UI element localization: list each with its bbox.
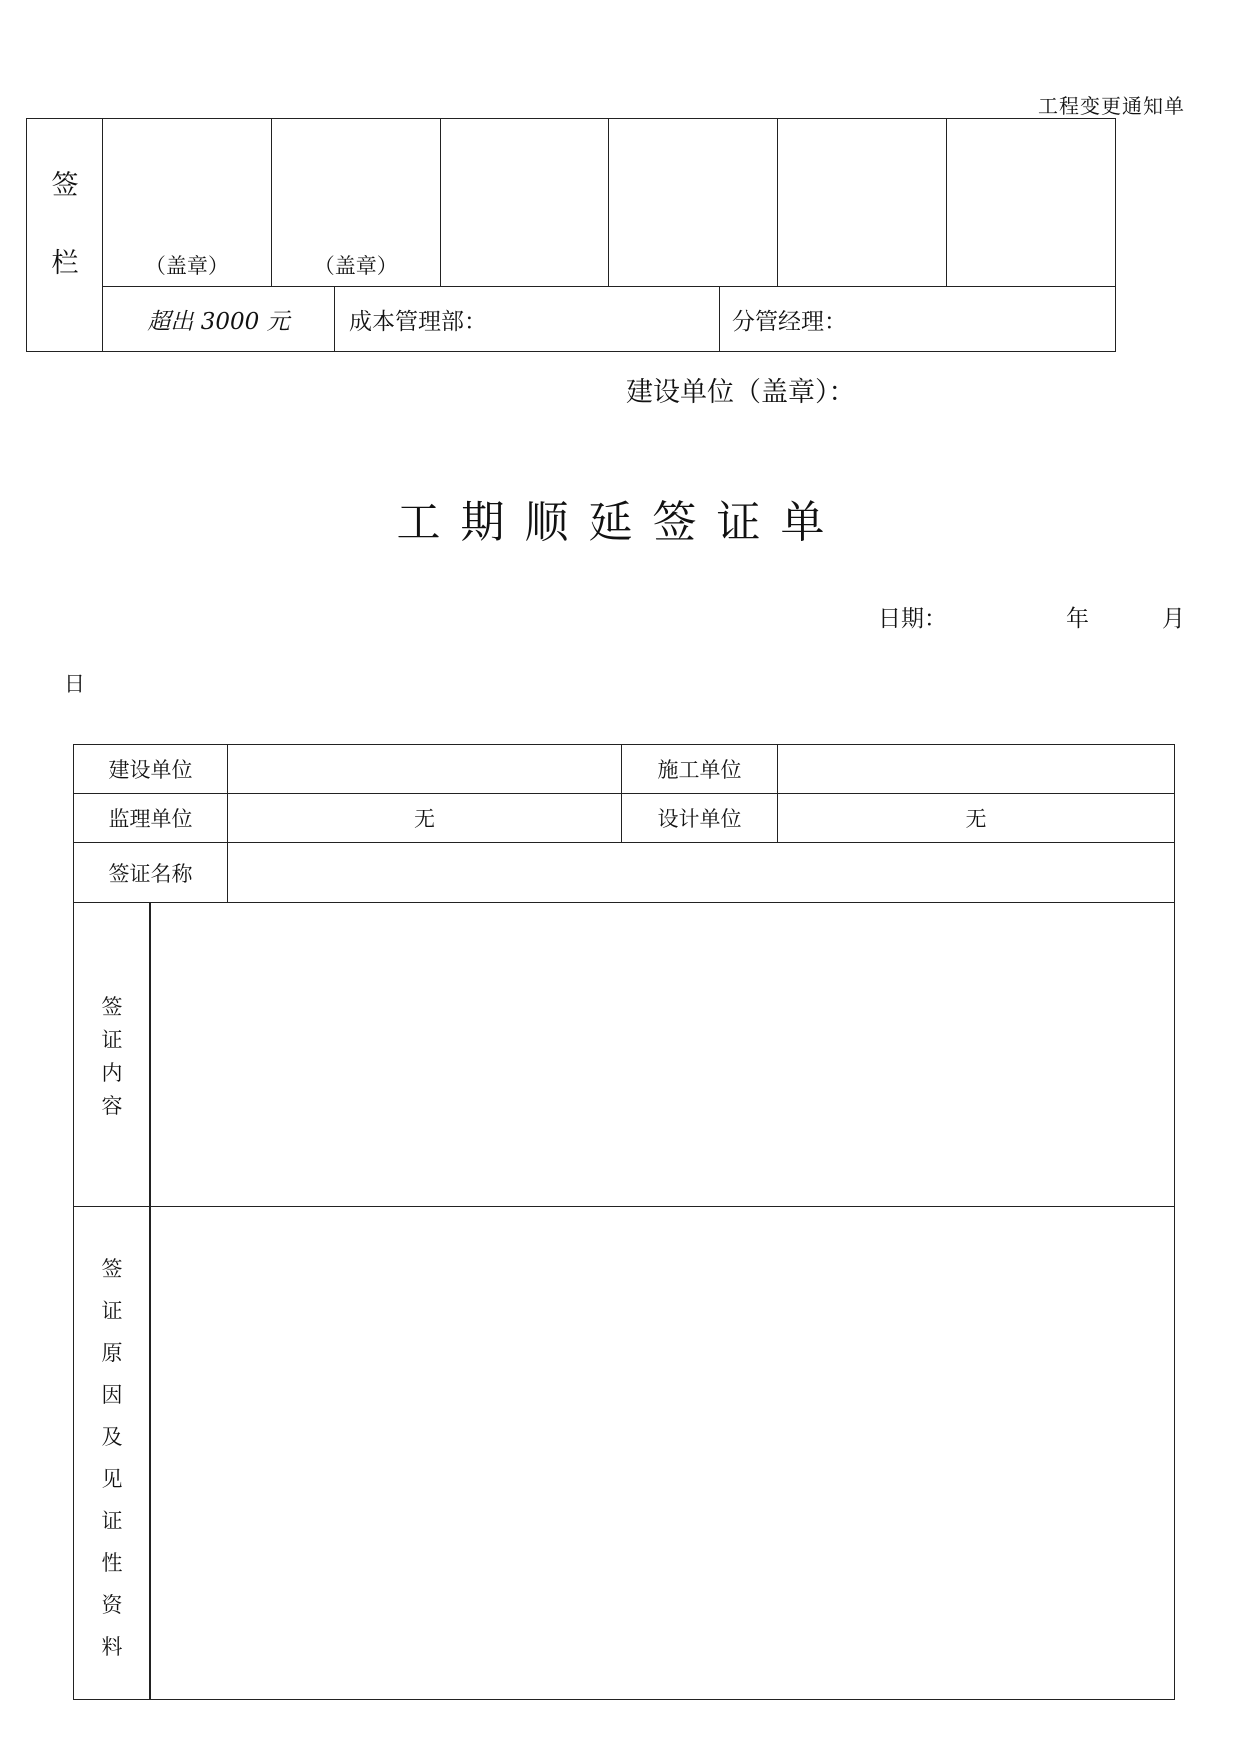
date-month: 月: [1162, 606, 1185, 632]
approval-row: [103, 287, 1115, 351]
seal-text: （盖章）: [313, 254, 398, 278]
document-name: 工程变更通知单: [1038, 94, 1185, 118]
reason-label-char: 资: [101, 1593, 123, 1617]
signature-cell[interactable]: [778, 119, 947, 286]
owner-seal-line: 建设单位（盖章）：: [626, 377, 856, 408]
signoff-label-column: [27, 119, 103, 351]
owner-field[interactable]: [228, 745, 622, 793]
reason-label-char: 原: [101, 1341, 123, 1365]
form-row-content: [74, 903, 1174, 1207]
cost-dept-field[interactable]: 成本管理部：: [335, 287, 720, 351]
supervisor-field[interactable]: 无: [228, 794, 622, 842]
form-row-owner: [74, 745, 1174, 794]
content-label-char: 证: [101, 1028, 123, 1052]
form-row-reason: [74, 1207, 1174, 1699]
reason-label-char: 因: [101, 1383, 123, 1407]
reason-label-char: 料: [101, 1635, 123, 1659]
reason-field[interactable]: [151, 1207, 1174, 1699]
contractor-field[interactable]: [778, 745, 1174, 793]
reason-label-char: 证: [101, 1299, 123, 1323]
seal-text: （盖章）: [144, 254, 229, 278]
visa-name-label: 签证名称: [74, 843, 228, 902]
content-label-char: 签: [101, 995, 123, 1019]
designer-label: 设计单位: [622, 794, 778, 842]
form-row-visa-name: [74, 843, 1174, 903]
content-label-column: [74, 903, 151, 1206]
manager-field[interactable]: 分管经理：: [732, 308, 847, 335]
signoff-label-char: 栏: [51, 248, 79, 279]
signoff-table: [26, 118, 1116, 352]
reason-label-char: 见: [101, 1467, 123, 1491]
date-day: 日: [64, 672, 85, 696]
supervisor-label: 监理单位: [74, 794, 228, 842]
content-field[interactable]: [151, 903, 1174, 1206]
signature-cell[interactable]: [947, 119, 1115, 286]
signature-cells: [103, 119, 1115, 287]
date-year: 年: [1066, 606, 1089, 632]
signature-cell[interactable]: [441, 119, 610, 286]
designer-field[interactable]: 无: [965, 807, 987, 831]
content-label-char: 容: [101, 1094, 123, 1118]
content-label-char: 内: [101, 1061, 123, 1085]
reason-label-char: 性: [101, 1551, 123, 1575]
form-row-supervisor: [74, 794, 1174, 843]
over-limit-label: 超出 3000 元: [103, 287, 335, 351]
signature-cell[interactable]: [609, 119, 778, 286]
visa-form: [73, 744, 1175, 1700]
date-label: 日期：: [878, 606, 947, 632]
signature-cell[interactable]: [272, 119, 441, 286]
signature-cell[interactable]: [103, 119, 272, 286]
reason-label-char: 及: [101, 1425, 123, 1449]
signoff-label-char: 签: [51, 170, 79, 201]
owner-label: 建设单位: [74, 745, 228, 793]
contractor-label: 施工单位: [622, 745, 778, 793]
page-title: 工期顺延签证单: [396, 497, 845, 548]
reason-label-char: 签: [101, 1257, 123, 1281]
reason-label-char: 证: [101, 1509, 123, 1533]
reason-label-column: [74, 1207, 151, 1699]
visa-name-field[interactable]: [228, 843, 1174, 902]
